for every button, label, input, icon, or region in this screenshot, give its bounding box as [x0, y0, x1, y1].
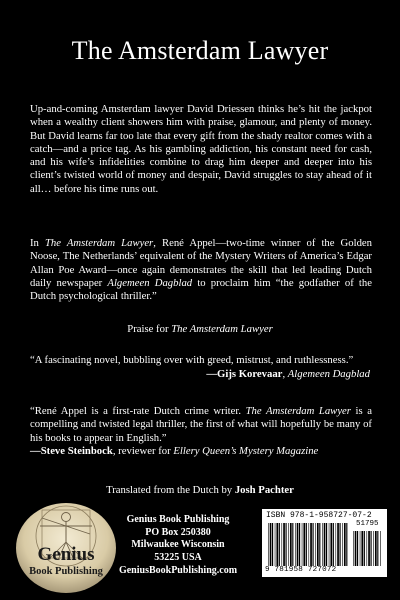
barcode-main-bars [268, 523, 348, 566]
barcode-bar [322, 523, 323, 566]
author-paragraph [30, 237, 372, 303]
review-1-dash: — [206, 368, 218, 380]
author-para-prefix: In [30, 237, 45, 249]
barcode-bar [377, 531, 378, 566]
barcode-bar [330, 523, 332, 566]
barcode-bar [336, 523, 337, 566]
author-para-book-title: The Amsterdam Lawyer [44, 237, 154, 249]
review-1-sep: , [282, 368, 288, 380]
barcode-bar [326, 523, 327, 566]
review-2-role: , reviewer for [112, 445, 174, 457]
author-para-suffix: to proclaim him “the godfather of the Dutch psychological thriller.” [30, 276, 372, 303]
barcode-bar [342, 523, 343, 566]
barcode-bar [333, 523, 334, 566]
translator-prefix: Translated from the Dutch by [106, 484, 235, 496]
publisher-website: GeniusBookPublishing.com [118, 565, 238, 576]
barcode-bar [375, 531, 377, 566]
barcode-bar [302, 523, 303, 566]
logo-subtitle: Book Publishing [29, 566, 103, 577]
review-2-text-b: is a compelling and twisted legal thriller, the first of what will hopefully be many of his books to appear in English.” [30, 405, 373, 444]
barcode-digits: 9 781958 727072 [265, 566, 337, 574]
barcode-bar [309, 523, 310, 566]
publisher-city: Milwaukee Wisconsin [131, 539, 225, 551]
barcode-bar [306, 523, 307, 566]
barcode-bar [367, 531, 368, 566]
praise-heading-prefix: Praise for [127, 323, 172, 335]
praise-heading-book-title: The Amsterdam Lawyer [171, 323, 273, 335]
barcode-bar [353, 531, 354, 566]
barcode-bar [355, 531, 357, 566]
barcode-bar [292, 523, 293, 566]
review-2-book-title: The Amsterdam Lawyer [245, 405, 351, 417]
barcode-bar [268, 523, 269, 566]
author-para-middle: , René Appel—two-time winner of the Golden Noose, The Netherlands’ equivalent of the Mystery Writers of America’s Edgar Allan Poe Award—once again demonstrates the skill that led leading Dutch daily newspaper [30, 237, 373, 289]
barcode-bar [324, 523, 326, 566]
translator-credit [0, 484, 400, 496]
barcode-bar [279, 523, 280, 566]
isbn-label: ISBN 978-1-958727-07-2 [266, 511, 372, 520]
barcode-bar [288, 523, 289, 566]
barcode-bar [283, 523, 285, 566]
barcode-bar [290, 523, 292, 566]
logo-wordmark: Genius [37, 544, 95, 565]
review-2-dash: — [30, 445, 41, 457]
barcode-bar [337, 523, 339, 566]
review-1-name: Gijs Korevaar [217, 368, 283, 380]
barcode-bar [295, 523, 296, 566]
review-1-outlet: Algemeen Dagblad [287, 368, 370, 380]
barcode-bar [310, 523, 312, 566]
barcode-bar [315, 523, 316, 566]
review-2-name: Steve Steinbock [40, 445, 113, 457]
book-title: The Amsterdam Lawyer [71, 36, 329, 65]
barcode-bar [360, 531, 361, 566]
publisher-name: Genius Book Publishing [126, 514, 230, 525]
barcode-addon-bars [353, 531, 383, 566]
publisher-address [118, 514, 238, 564]
barcode-bar [364, 531, 365, 566]
barcode-bar [346, 523, 347, 566]
barcode-bar [344, 523, 346, 566]
publisher-po-box: PO Box 250380 [145, 526, 211, 538]
barcode-bar [329, 523, 330, 566]
barcode-bar [275, 523, 276, 566]
barcode-bar [303, 523, 305, 566]
barcode-bar [297, 523, 299, 566]
description-paragraph: Up-and-coming Amsterdam lawyer David Driessen thinks he’s hit the jackpot when a wealthy client showers him with praise, glamour, and plenty of money. But David learns far too late that every gift from the shady realtor comes with a catch—and a price tag. As his gambling addiction, his constant need for cash, and his wife’s infidelities combine to drag him deeper and deeper into his client’s twisted world of money and despair, David struggles to stay ahead of it all… before his time runs out. [30, 103, 372, 195]
barcode-bar [319, 523, 320, 566]
barcode-bar [286, 523, 287, 566]
barcode-bar [368, 531, 370, 566]
barcode-bar [282, 523, 283, 566]
barcode-bar [361, 531, 363, 566]
barcode-bar [272, 523, 273, 566]
barcode-bar [317, 523, 319, 566]
review-attribution-2 [30, 445, 372, 458]
isbn-barcode [262, 509, 387, 577]
review-2-outlet: Ellery Queen’s Mystery Magazine [173, 445, 319, 457]
barcode-bar [380, 531, 381, 566]
barcode-bar [299, 523, 300, 566]
review-2-text-a: “René Appel is a first-rate Dutch crime writer. [30, 405, 246, 417]
publisher-zip: 53225 USA [154, 551, 202, 563]
barcode-bar [371, 531, 372, 566]
barcode-bar [313, 523, 314, 566]
review-quote-1: “A fascinating novel, bubbling over with greed, mistrust, and ruthlessness.” [30, 354, 354, 366]
barcode-bar [373, 531, 374, 566]
barcode-bar [340, 523, 341, 566]
translator-name: Josh Pachter [234, 484, 294, 496]
author-para-newspaper: Algemeen Dagblad [107, 276, 193, 289]
praise-heading [0, 323, 400, 335]
review-quote-2 [30, 405, 372, 445]
barcode-addon-number: 51795 [356, 520, 379, 528]
review-attribution-1 [206, 368, 370, 380]
barcode-bar [276, 523, 278, 566]
barcode-bar [270, 523, 272, 566]
barcode-bar [357, 531, 358, 566]
